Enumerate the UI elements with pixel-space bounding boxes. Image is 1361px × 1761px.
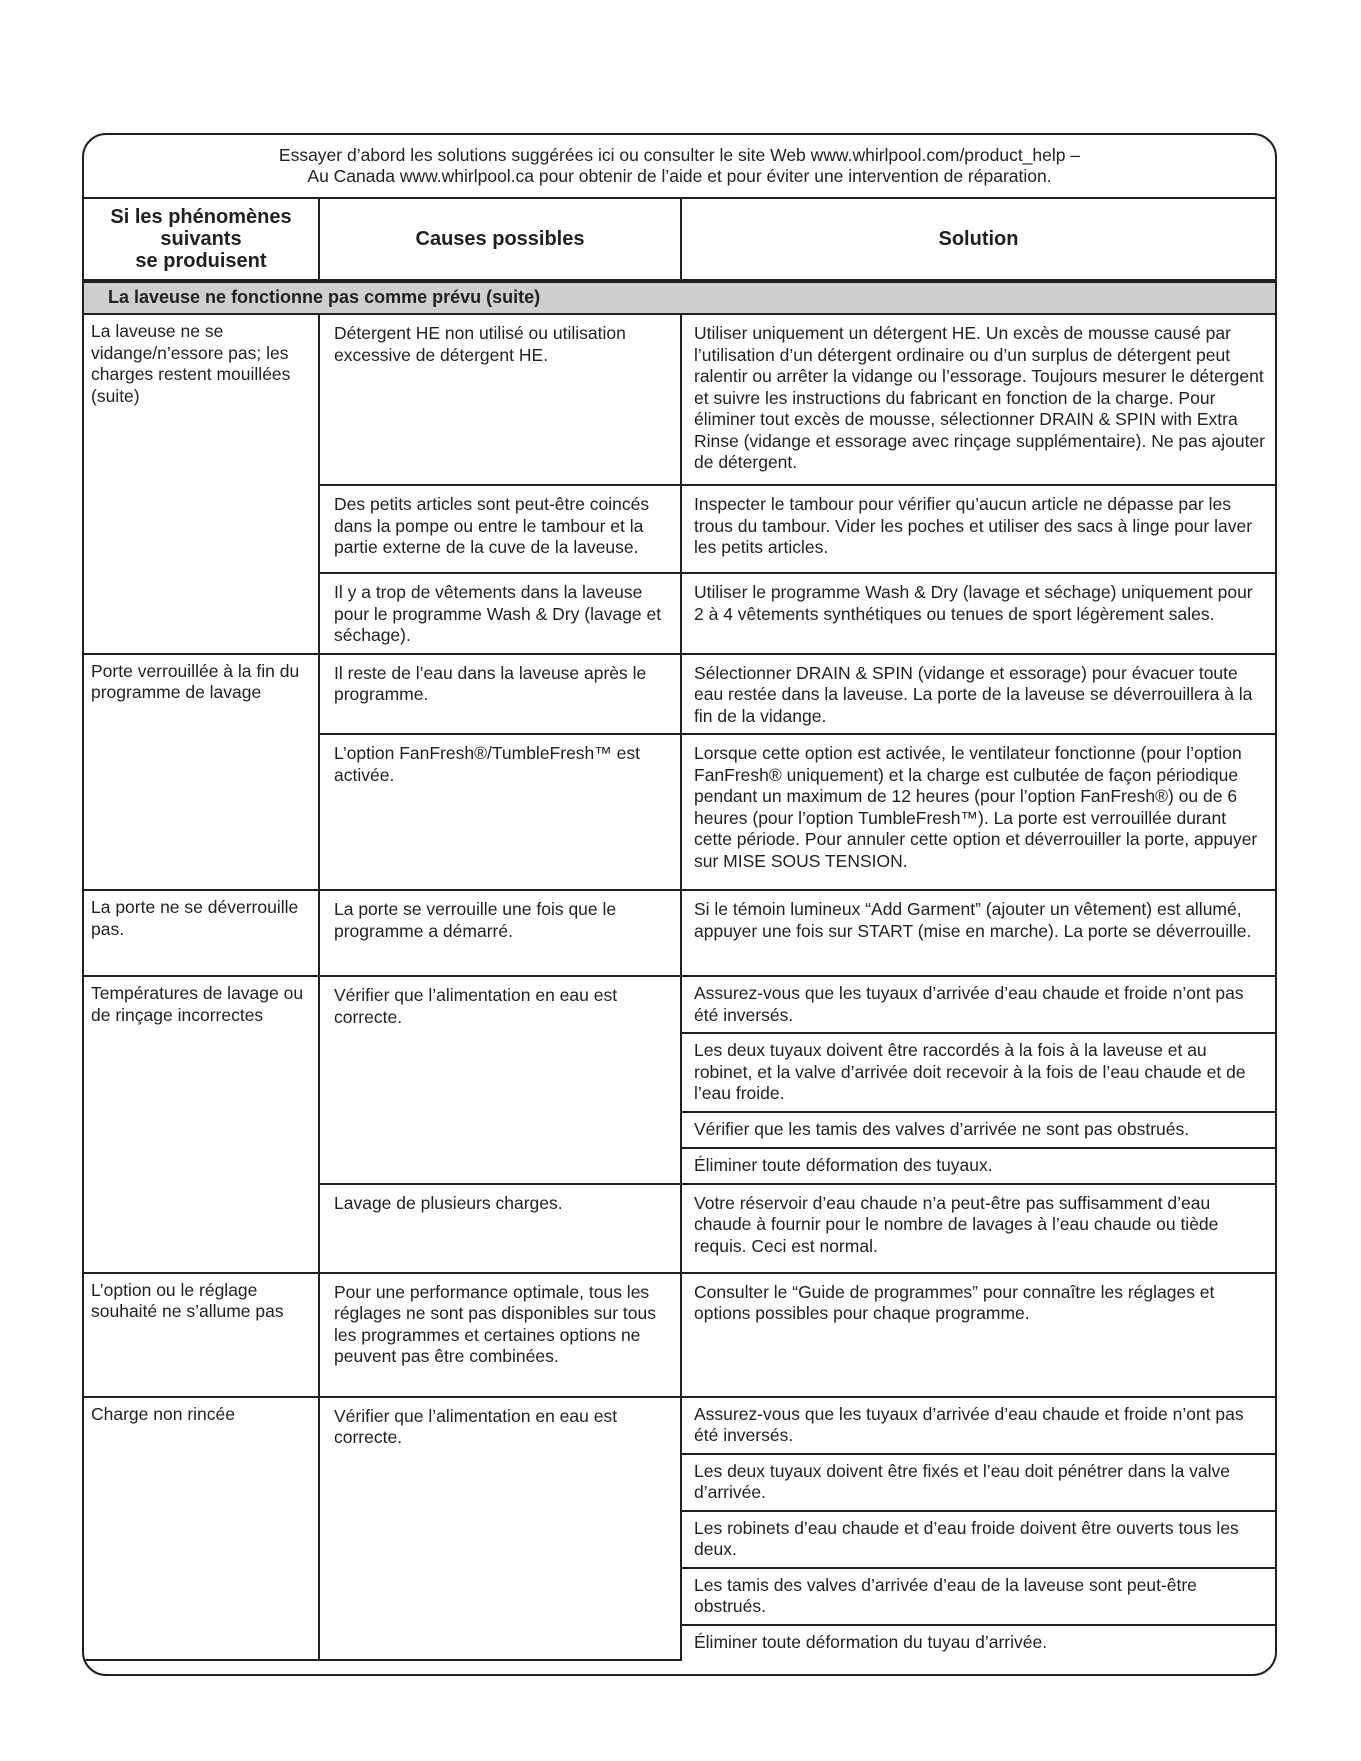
table-row (84, 976, 1275, 1033)
section-row (84, 281, 1275, 314)
cause-cell: Des petits articles sont peut-être coincés dans la pompe ou entre le tambour et la partie externe de la cuve de la laveuse. (319, 485, 681, 573)
solution-cell: Si le témoin lumineux “Add Garment” (ajouter un vêtement) est allumé, appuyer une fois sur START (mise en marche). La porte se déverrouille. (681, 890, 1275, 976)
symptom-cell: Porte verrouillée à la fin du programme de lavage (84, 654, 319, 891)
solution-cell: Vérifier que les tamis des valves d’arrivée ne sont pas obstrués. (681, 1112, 1275, 1148)
cause-cell: Lavage de plusieurs charges. (319, 1184, 681, 1273)
table-row (84, 314, 1275, 485)
symptom-cell: Températures de lavage ou de rinçage incorrectes (84, 976, 319, 1273)
symptom-cell: Charge non rincée (84, 1397, 319, 1660)
solution-cell: Assurez-vous que les tuyaux d’arrivée d’eau chaude et froide n’ont pas été inversés. (681, 1397, 1275, 1454)
cause-cell: L’option FanFresh®/TumbleFresh™ est activée. (319, 734, 681, 890)
symptom-cell: La laveuse ne se vidange/n’essore pas; les charges restent mouillées (suite) (84, 314, 319, 654)
solution-cell: Éliminer toute déformation des tuyaux. (681, 1148, 1275, 1184)
solution-cell: Utiliser le programme Wash & Dry (lavage et séchage) uniquement pour 2 à 4 vêtements synthétiques ou tenues de sport légèrement sales. (681, 573, 1275, 654)
cause-cell: Il y a trop de vêtements dans la laveuse pour le programme Wash & Dry (lavage et séchage). (319, 573, 681, 654)
symptom-cell: L’option ou le réglage souhaité ne s’allume pas (84, 1273, 319, 1397)
cause-cell: Vérifier que l’alimentation en eau est correcte. (319, 976, 681, 1184)
cause-cell: Vérifier que l’alimentation en eau est correcte. (319, 1397, 681, 1660)
table-row (84, 890, 1275, 976)
solution-cell: Les robinets d’eau chaude et d’eau froide doivent être ouverts tous les deux. (681, 1511, 1275, 1568)
solution-cell: Utiliser uniquement un détergent HE. Un excès de mousse causé par l’utilisation d’un détergent ordinaire ou d’un surplus de détergent peut ralentir ou arrêter la vidange ou l’essorage. Toujours mesurer le détergent et suivre les instructions du fabricant en fonction de la charge. Pour éliminer tout excès de mousse, sélectionner DRAIN & SPIN with Extra Rinse (vidange et essorage avec rinçage supplémentaire). Ne pas ajouter de détergent. (681, 314, 1275, 485)
cause-cell: La porte se verrouille une fois que le programme a démarré. (319, 890, 681, 976)
solution-cell: Lorsque cette option est activée, le ventilateur fonctionne (pour l’option FanFresh® uniquement) et la charge est culbutée de façon périodique pendant un maximum de 12 heures (pour l’option FanFresh®) ou de 6 heures (pour l’option TumbleFresh™). La porte est verrouillée durant cette période. Pour annuler cette option et déverrouiller la porte, appuyer sur MISE SOUS TENSION. (681, 734, 1275, 890)
solution-cell: Éliminer toute déformation du tuyau d’arrivée. (694, 1631, 1048, 1652)
troubleshooting-table-frame (82, 133, 1277, 1676)
solution-cell: Assurez-vous que les tuyaux d’arrivée d’eau chaude et froide n’ont pas été inversés. (681, 976, 1275, 1033)
header-row (84, 199, 1275, 281)
table-row (84, 654, 1275, 735)
intro-line-2: Au Canada www.whirlpool.ca pour obtenir de l’aide et pour éviter une intervention de réparation. (307, 166, 1052, 186)
cause-cell: Pour une performance optimale, tous les réglages ne sont pas disponibles sur tous les programmes et certaines options ne peuvent pas être combinées. (319, 1273, 681, 1397)
header-causes: Causes possibles (319, 199, 681, 281)
solution-cell: Votre réservoir d’eau chaude n’a peut-être pas suffisamment d’eau chaude à fournir pour le nombre de lavages à l’eau chaude ou tiède requis. Ceci est normal. (681, 1184, 1275, 1273)
solution-cell: Les deux tuyaux doivent être fixés et l’eau doit pénétrer dans la valve d’arrivée. (681, 1454, 1275, 1511)
intro-line-1: Essayer d’abord les solutions suggérées ici ou consulter le site Web www.whirlpool.com/product_help – (278, 145, 1081, 165)
intro-note (84, 135, 1275, 199)
solution-cell: Les tamis des valves d’arrivée d’eau de la laveuse sont peut-être obstrués. (681, 1568, 1275, 1625)
table-row (84, 1397, 1275, 1454)
section-title: La laveuse ne fonctionne pas comme prévu (suite) (84, 281, 1275, 314)
solution-cell: Inspecter le tambour pour vérifier qu’aucun article ne dépasse par les trous du tambour. Vider les poches et utiliser des sacs à linge pour laver les petits articles. (681, 485, 1275, 573)
cause-cell: Détergent HE non utilisé ou utilisation excessive de détergent HE. (319, 314, 681, 485)
table-row (84, 1273, 1275, 1397)
header-solution: Solution (681, 199, 1275, 281)
cause-cell: Il reste de l’eau dans la laveuse après le programme. (319, 654, 681, 735)
solution-cell: Sélectionner DRAIN & SPIN (vidange et essorage) pour évacuer toute eau restée dans la laveuse. La porte de la laveuse se déverrouillera à la fin de la vidange. (681, 654, 1275, 735)
solution-cell: Les deux tuyaux doivent être raccordés à la fois à la laveuse et au robinet, et la valve d’arrivée doit recevoir à la fois de l’eau chaude et de l’eau froide. (681, 1033, 1275, 1112)
troubleshooting-table (84, 199, 1275, 1661)
symptom-cell: La porte ne se déverrouille pas. (84, 890, 319, 976)
solution-cell: Consulter le “Guide de programmes” pour connaître les réglages et options possibles pour chaque programme. (681, 1273, 1275, 1397)
header-symptoms: Si les phénomènes suivants se produisent (84, 199, 319, 281)
